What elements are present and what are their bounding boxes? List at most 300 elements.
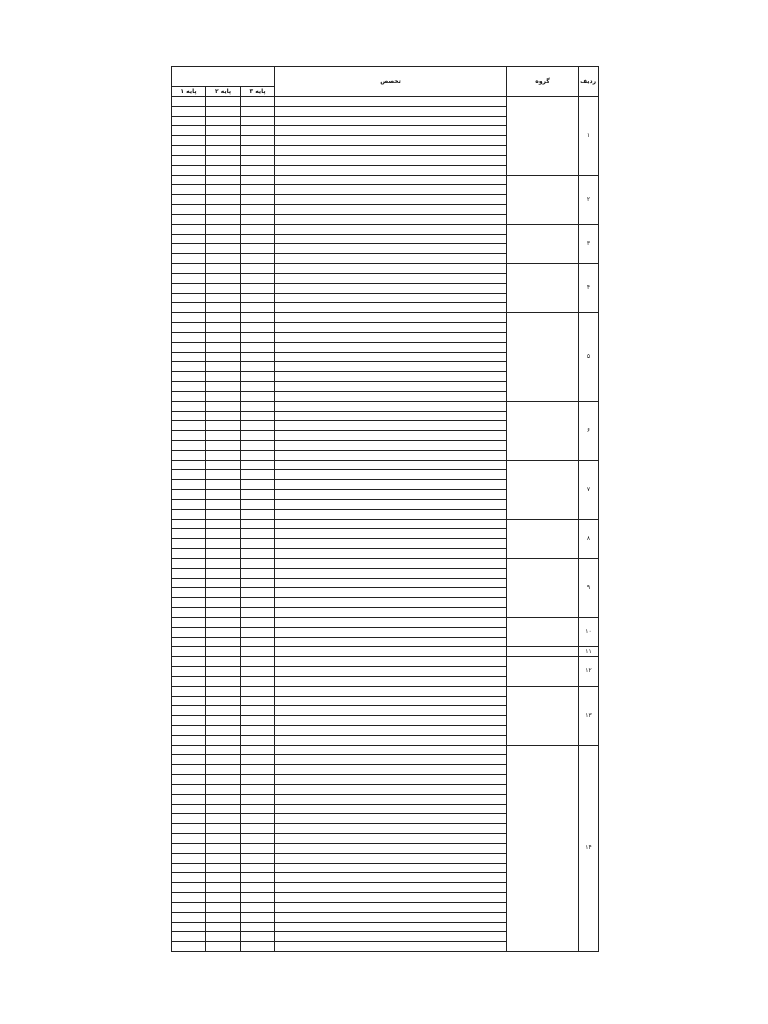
base-3-fee — [241, 214, 275, 224]
base-2-fee — [206, 588, 241, 598]
specialty-cell — [275, 735, 507, 745]
base-3-fee — [241, 244, 275, 254]
base-1-fee — [172, 126, 206, 136]
specialty-cell — [275, 224, 507, 234]
group-name — [507, 264, 579, 313]
base-1-fee — [172, 539, 206, 549]
base-2-fee — [206, 303, 241, 313]
base-1-fee — [172, 372, 206, 382]
specialty-cell — [275, 922, 507, 932]
base-2-fee — [206, 165, 241, 175]
specialty-cell — [275, 283, 507, 293]
base-1-fee — [172, 185, 206, 195]
base-1-fee — [172, 853, 206, 863]
base-1-fee — [172, 588, 206, 598]
header-specialty: تخصص — [275, 67, 507, 97]
base-1-fee — [172, 421, 206, 431]
specialty-cell — [275, 332, 507, 342]
base-2-fee — [206, 205, 241, 215]
group-name — [507, 558, 579, 617]
table-row — [172, 401, 599, 411]
specialty-cell — [275, 382, 507, 392]
base-1-fee — [172, 116, 206, 126]
base-3-fee — [241, 254, 275, 264]
base-2-fee — [206, 313, 241, 323]
base-2-fee — [206, 352, 241, 362]
specialty-cell — [275, 450, 507, 460]
specialty-cell — [275, 608, 507, 618]
table-row — [172, 519, 599, 529]
base-2-fee — [206, 126, 241, 136]
group-number: ۶ — [579, 401, 599, 460]
specialty-cell — [275, 116, 507, 126]
specialty-cell — [275, 372, 507, 382]
specialty-cell — [275, 529, 507, 539]
base-2-fee — [206, 450, 241, 460]
group-name — [507, 647, 579, 657]
base-2-fee — [206, 765, 241, 775]
base-2-fee — [206, 509, 241, 519]
base-2-fee — [206, 106, 241, 116]
header-fee-title — [172, 67, 275, 87]
specialty-cell — [275, 902, 507, 912]
group-number: ۱ — [579, 97, 599, 176]
base-1-fee — [172, 932, 206, 942]
base-1-fee — [172, 244, 206, 254]
specialty-cell — [275, 165, 507, 175]
base-1-fee — [172, 667, 206, 677]
base-2-fee — [206, 283, 241, 293]
base-3-fee — [241, 784, 275, 794]
specialty-cell — [275, 146, 507, 156]
fee-table — [171, 66, 598, 952]
base-3-fee — [241, 509, 275, 519]
base-2-fee — [206, 784, 241, 794]
base-2-fee — [206, 755, 241, 765]
base-1-fee — [172, 293, 206, 303]
specialty-cell — [275, 126, 507, 136]
base-2-fee — [206, 863, 241, 873]
base-2-fee — [206, 519, 241, 529]
base-2-fee — [206, 401, 241, 411]
header-base-2: پایه ۲ — [206, 87, 241, 97]
base-2-fee — [206, 175, 241, 185]
base-1-fee — [172, 264, 206, 274]
base-2-fee — [206, 883, 241, 893]
base-1-fee — [172, 323, 206, 333]
specialty-cell — [275, 912, 507, 922]
table-row — [172, 97, 599, 107]
base-2-fee — [206, 234, 241, 244]
base-1-fee — [172, 834, 206, 844]
base-3-fee — [241, 165, 275, 175]
base-2-fee — [206, 627, 241, 637]
fee-table-grid — [171, 66, 599, 952]
specialty-cell — [275, 499, 507, 509]
specialty-cell — [275, 549, 507, 559]
table-row — [172, 558, 599, 568]
group-name — [507, 224, 579, 263]
specialty-cell — [275, 588, 507, 598]
base-1-fee — [172, 765, 206, 775]
base-3-fee — [241, 440, 275, 450]
base-3-fee — [241, 745, 275, 755]
group-number: ۱۰ — [579, 617, 599, 646]
base-1-fee — [172, 519, 206, 529]
base-1-fee — [172, 440, 206, 450]
base-2-fee — [206, 608, 241, 618]
base-3-fee — [241, 352, 275, 362]
base-3-fee — [241, 814, 275, 824]
base-3-fee — [241, 696, 275, 706]
specialty-cell — [275, 657, 507, 667]
base-3-fee — [241, 499, 275, 509]
base-1-fee — [172, 499, 206, 509]
base-3-fee — [241, 342, 275, 352]
specialty-cell — [275, 765, 507, 775]
base-2-fee — [206, 598, 241, 608]
group-number: ۱۱ — [579, 647, 599, 657]
base-2-fee — [206, 529, 241, 539]
base-2-fee — [206, 155, 241, 165]
specialty-cell — [275, 568, 507, 578]
base-2-fee — [206, 342, 241, 352]
base-2-fee — [206, 922, 241, 932]
specialty-cell — [275, 509, 507, 519]
base-2-fee — [206, 273, 241, 283]
base-1-fee — [172, 824, 206, 834]
specialty-cell — [275, 755, 507, 765]
base-2-fee — [206, 372, 241, 382]
base-2-fee — [206, 912, 241, 922]
specialty-cell — [275, 293, 507, 303]
base-2-fee — [206, 195, 241, 205]
base-2-fee — [206, 775, 241, 785]
base-3-fee — [241, 617, 275, 627]
base-2-fee — [206, 136, 241, 146]
group-number: ۲ — [579, 175, 599, 224]
base-1-fee — [172, 608, 206, 618]
base-1-fee — [172, 657, 206, 667]
base-3-fee — [241, 853, 275, 863]
base-1-fee — [172, 647, 206, 657]
base-3-fee — [241, 391, 275, 401]
group-name — [507, 519, 579, 558]
base-2-fee — [206, 893, 241, 903]
table-row — [172, 686, 599, 696]
table-row — [172, 647, 599, 657]
base-2-fee — [206, 853, 241, 863]
base-2-fee — [206, 902, 241, 912]
table-row — [172, 460, 599, 470]
group-number: ۵ — [579, 313, 599, 401]
specialty-cell — [275, 431, 507, 441]
specialty-cell — [275, 539, 507, 549]
base-1-fee — [172, 155, 206, 165]
base-1-fee — [172, 470, 206, 480]
base-1-fee — [172, 843, 206, 853]
specialty-cell — [275, 323, 507, 333]
base-2-fee — [206, 460, 241, 470]
base-2-fee — [206, 706, 241, 716]
base-1-fee — [172, 342, 206, 352]
base-1-fee — [172, 509, 206, 519]
base-3-fee — [241, 883, 275, 893]
group-number: ۸ — [579, 519, 599, 558]
base-3-fee — [241, 804, 275, 814]
base-1-fee — [172, 362, 206, 372]
base-2-fee — [206, 499, 241, 509]
specialty-cell — [275, 254, 507, 264]
specialty-cell — [275, 667, 507, 677]
base-3-fee — [241, 431, 275, 441]
specialty-cell — [275, 617, 507, 627]
group-name — [507, 401, 579, 460]
base-3-fee — [241, 765, 275, 775]
base-3-fee — [241, 834, 275, 844]
base-3-fee — [241, 637, 275, 647]
base-1-fee — [172, 283, 206, 293]
specialty-cell — [275, 893, 507, 903]
base-1-fee — [172, 784, 206, 794]
base-3-fee — [241, 873, 275, 883]
base-3-fee — [241, 578, 275, 588]
base-1-fee — [172, 195, 206, 205]
group-number: ۳ — [579, 224, 599, 263]
base-1-fee — [172, 804, 206, 814]
base-1-fee — [172, 716, 206, 726]
base-2-fee — [206, 480, 241, 490]
specialty-cell — [275, 342, 507, 352]
base-1-fee — [172, 254, 206, 264]
base-1-fee — [172, 902, 206, 912]
table-row — [172, 224, 599, 234]
base-2-fee — [206, 224, 241, 234]
base-2-fee — [206, 647, 241, 657]
base-2-fee — [206, 264, 241, 274]
base-3-fee — [241, 401, 275, 411]
base-2-fee — [206, 794, 241, 804]
base-2-fee — [206, 843, 241, 853]
base-2-fee — [206, 657, 241, 667]
base-2-fee — [206, 667, 241, 677]
base-2-fee — [206, 824, 241, 834]
base-3-fee — [241, 657, 275, 667]
base-1-fee — [172, 234, 206, 244]
base-3-fee — [241, 676, 275, 686]
base-2-fee — [206, 558, 241, 568]
base-2-fee — [206, 116, 241, 126]
base-3-fee — [241, 450, 275, 460]
base-3-fee — [241, 598, 275, 608]
specialty-cell — [275, 136, 507, 146]
base-3-fee — [241, 843, 275, 853]
group-name — [507, 97, 579, 176]
base-3-fee — [241, 323, 275, 333]
base-3-fee — [241, 195, 275, 205]
base-1-fee — [172, 391, 206, 401]
base-1-fee — [172, 735, 206, 745]
base-3-fee — [241, 382, 275, 392]
base-3-fee — [241, 234, 275, 244]
base-3-fee — [241, 313, 275, 323]
specialty-cell — [275, 637, 507, 647]
specialty-cell — [275, 814, 507, 824]
specialty-cell — [275, 716, 507, 726]
specialty-cell — [275, 391, 507, 401]
base-2-fee — [206, 676, 241, 686]
base-1-fee — [172, 490, 206, 500]
specialty-cell — [275, 696, 507, 706]
base-2-fee — [206, 873, 241, 883]
base-1-fee — [172, 568, 206, 578]
group-number: ۱۲ — [579, 657, 599, 686]
specialty-cell — [275, 480, 507, 490]
base-2-fee — [206, 578, 241, 588]
base-3-fee — [241, 97, 275, 107]
table-row — [172, 745, 599, 755]
base-1-fee — [172, 431, 206, 441]
header-base-1: پایه ۱ — [172, 87, 206, 97]
base-1-fee — [172, 303, 206, 313]
specialty-cell — [275, 627, 507, 637]
base-3-fee — [241, 175, 275, 185]
base-2-fee — [206, 539, 241, 549]
base-3-fee — [241, 116, 275, 126]
base-1-fee — [172, 617, 206, 627]
specialty-cell — [275, 234, 507, 244]
base-1-fee — [172, 775, 206, 785]
specialty-cell — [275, 647, 507, 657]
base-3-fee — [241, 224, 275, 234]
base-3-fee — [241, 332, 275, 342]
base-2-fee — [206, 214, 241, 224]
base-1-fee — [172, 352, 206, 362]
specialty-cell — [275, 686, 507, 696]
table-row — [172, 264, 599, 274]
base-1-fee — [172, 637, 206, 647]
group-name — [507, 745, 579, 951]
base-1-fee — [172, 401, 206, 411]
group-name — [507, 617, 579, 646]
header-base-3: پایه ۳ — [241, 87, 275, 97]
group-number: ۹ — [579, 558, 599, 617]
specialty-cell — [275, 775, 507, 785]
specialty-cell — [275, 676, 507, 686]
base-3-fee — [241, 824, 275, 834]
base-2-fee — [206, 716, 241, 726]
specialty-cell — [275, 726, 507, 736]
base-1-fee — [172, 273, 206, 283]
specialty-cell — [275, 313, 507, 323]
base-3-fee — [241, 706, 275, 716]
base-2-fee — [206, 637, 241, 647]
base-3-fee — [241, 568, 275, 578]
base-1-fee — [172, 313, 206, 323]
base-3-fee — [241, 686, 275, 696]
base-1-fee — [172, 598, 206, 608]
base-2-fee — [206, 332, 241, 342]
base-3-fee — [241, 647, 275, 657]
specialty-cell — [275, 352, 507, 362]
base-2-fee — [206, 804, 241, 814]
base-1-fee — [172, 912, 206, 922]
base-1-fee — [172, 214, 206, 224]
base-3-fee — [241, 205, 275, 215]
base-2-fee — [206, 421, 241, 431]
base-1-fee — [172, 686, 206, 696]
group-number: ۴ — [579, 264, 599, 313]
base-3-fee — [241, 539, 275, 549]
base-1-fee — [172, 696, 206, 706]
base-2-fee — [206, 440, 241, 450]
base-1-fee — [172, 480, 206, 490]
fee-table-body — [172, 97, 599, 952]
base-3-fee — [241, 667, 275, 677]
base-3-fee — [241, 893, 275, 903]
base-3-fee — [241, 155, 275, 165]
base-1-fee — [172, 460, 206, 470]
base-1-fee — [172, 755, 206, 765]
base-1-fee — [172, 706, 206, 716]
specialty-cell — [275, 942, 507, 952]
base-3-fee — [241, 106, 275, 116]
specialty-cell — [275, 794, 507, 804]
base-1-fee — [172, 794, 206, 804]
base-3-fee — [241, 273, 275, 283]
base-1-fee — [172, 942, 206, 952]
base-2-fee — [206, 942, 241, 952]
specialty-cell — [275, 362, 507, 372]
base-1-fee — [172, 224, 206, 234]
base-1-fee — [172, 883, 206, 893]
base-3-fee — [241, 293, 275, 303]
base-3-fee — [241, 912, 275, 922]
base-2-fee — [206, 254, 241, 264]
group-number: ۷ — [579, 460, 599, 519]
base-1-fee — [172, 165, 206, 175]
specialty-cell — [275, 106, 507, 116]
base-3-fee — [241, 627, 275, 637]
base-1-fee — [172, 627, 206, 637]
base-3-fee — [241, 421, 275, 431]
specialty-cell — [275, 784, 507, 794]
base-1-fee — [172, 922, 206, 932]
base-1-fee — [172, 549, 206, 559]
specialty-cell — [275, 155, 507, 165]
base-3-fee — [241, 775, 275, 785]
specialty-cell — [275, 214, 507, 224]
base-3-fee — [241, 549, 275, 559]
specialty-cell — [275, 834, 507, 844]
specialty-cell — [275, 843, 507, 853]
specialty-cell — [275, 460, 507, 470]
base-2-fee — [206, 814, 241, 824]
base-2-fee — [206, 568, 241, 578]
base-2-fee — [206, 411, 241, 421]
base-2-fee — [206, 617, 241, 627]
base-3-fee — [241, 470, 275, 480]
specialty-cell — [275, 706, 507, 716]
base-3-fee — [241, 411, 275, 421]
specialty-cell — [275, 195, 507, 205]
base-3-fee — [241, 902, 275, 912]
base-3-fee — [241, 716, 275, 726]
base-1-fee — [172, 332, 206, 342]
base-3-fee — [241, 185, 275, 195]
base-3-fee — [241, 519, 275, 529]
base-1-fee — [172, 873, 206, 883]
